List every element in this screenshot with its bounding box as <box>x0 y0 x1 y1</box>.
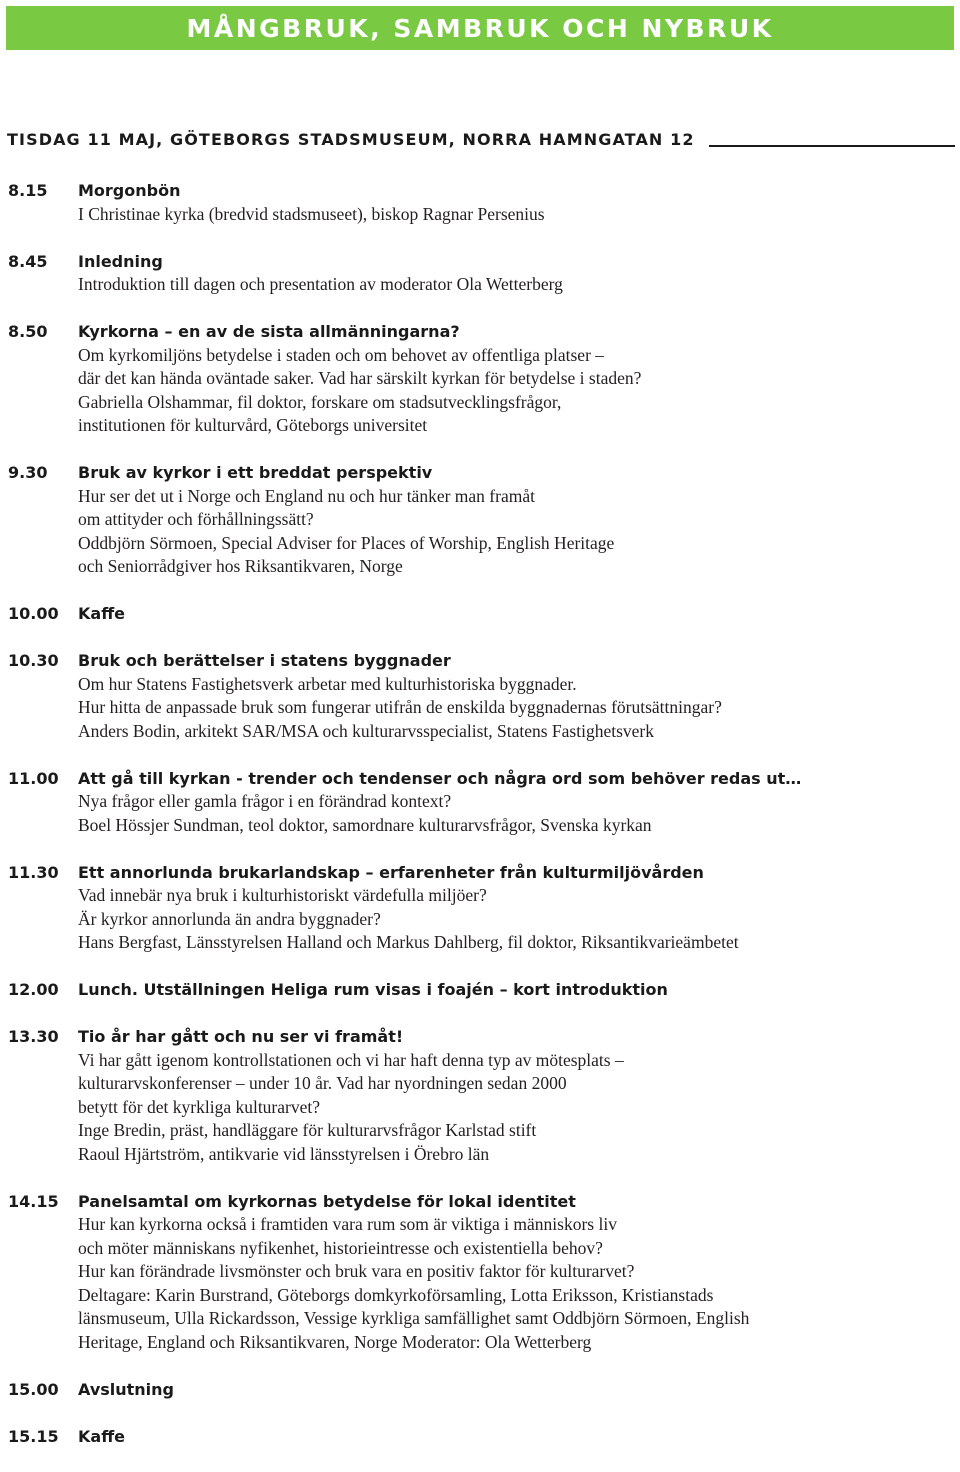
program-item-content <box>78 602 950 626</box>
program-item-time: 10.30 <box>8 651 59 670</box>
program-item-content <box>78 861 950 955</box>
date-venue-text: TISDAG 11 MAJ, GÖTEBORGS STADSMUSEUM, NORRA HAMNGATAN 12 <box>7 130 695 149</box>
program-item-line: I Christinae kyrka (bredvid stadsmuseet), biskop Ragnar Persenius <box>78 203 545 224</box>
program-item-content <box>78 461 950 579</box>
program-item-line: Boel Hössjer Sundman, teol doktor, samordnare kulturarvsfrågor, Svenska kyrkan <box>78 814 652 835</box>
program-item-line: om attityder och förhållningssätt? <box>78 509 314 529</box>
program-item-line: Hur hitta de anpassade bruk som fungerar utifrån de enskilda byggnadernas förutsättningar? <box>78 697 722 717</box>
program-item <box>0 179 960 226</box>
program-item-time: 15.15 <box>8 1426 59 1446</box>
program-item-line: Oddbjörn Sörmoen, Special Adviser for Places of Worship, English Heritage <box>78 532 615 553</box>
program-item <box>0 1190 960 1355</box>
program-item-time: 8.45 <box>8 251 48 271</box>
program-item-title: Inledning <box>78 251 163 271</box>
program-item-time: 11.30 <box>8 862 59 882</box>
program-list <box>0 179 960 1472</box>
program-item-line: där det kan hända oväntade saker. Vad har särskilt kyrkan för betydelse i staden? <box>78 368 642 388</box>
program-item-title: Bruk och berättelser i statens byggnader <box>78 651 451 670</box>
program-item-content <box>78 179 950 226</box>
program-item-line: Om kyrkomiljöns betydelse i staden och om behovet av offentliga platser – <box>78 344 605 365</box>
program-item-time: 14.15 <box>8 1191 59 1211</box>
program-item-line: Inge Bredin, präst, handläggare för kulturarvsfrågor Karlstad stift <box>78 1120 537 1140</box>
program-item-line: Vad innebär nya bruk i kulturhistoriskt värdefulla miljöer? <box>78 885 487 905</box>
program-item <box>0 250 960 297</box>
program-item-line: Anders Bodin, arkitekt SAR/MSA och kulturarvsspecialist, Statens Fastighetsverk <box>78 720 654 741</box>
program-item <box>0 649 960 743</box>
program-item-line: Nya frågor eller gamla frågor i en förändrad kontext? <box>78 791 452 811</box>
header-banner <box>6 6 954 50</box>
program-item-line: och Seniorrådgiver hos Riksantikvaren, Norge <box>78 556 403 576</box>
program-item-title: Ett annorlunda brukarlandskap – erfarenheter från kulturmiljövården <box>78 862 704 882</box>
program-item-line: Är kyrkor annorlunda än andra byggnader? <box>78 908 381 929</box>
program-item-line: Vi har gått igenom kontrollstationen och vi har haft denna typ av mötesplats – <box>78 1049 624 1070</box>
program-item-line: Heritage, England och Riksantikvaren, Norge Moderator: Ola Wetterberg <box>78 1331 592 1352</box>
program-item-line: Deltagare: Karin Burstrand, Göteborgs domkyrkoförsamling, Lotta Eriksson, Kristianstads <box>78 1284 714 1305</box>
program-item-title: Kaffe <box>78 1426 126 1446</box>
program-item-line: Gabriella Olshammar, fil doktor, forskare om stadsutvecklingsfrågor, <box>78 391 562 412</box>
program-item-title: Lunch. Utställningen Heliga rum visas i foajén – kort introduktion <box>78 980 668 999</box>
program-item <box>0 1025 960 1166</box>
program-item-time: 9.30 <box>8 463 48 482</box>
program-item <box>0 1425 960 1449</box>
program-item-title: Bruk av kyrkor i ett breddat perspektiv <box>78 463 433 482</box>
program-item-time: 12.00 <box>8 980 59 999</box>
program-item-time: 11.00 <box>8 768 59 788</box>
program-item-title: Att gå till kyrkan - trender och tendenser och några ord som behöver redas ut… <box>78 768 802 788</box>
program-item-content <box>78 1378 950 1402</box>
program-item-title: Avslutning <box>78 1379 175 1399</box>
program-item-line: Hans Bergfast, Länsstyrelsen Halland och Markus Dahlberg, fil doktor, Riksantikvarieämbetet <box>78 932 739 952</box>
program-item-content <box>78 978 950 1002</box>
program-item <box>0 602 960 626</box>
program-item-line: Hur ser det ut i Norge och England nu och hur tänker man framåt <box>78 485 535 506</box>
program-item-title: Morgonbön <box>78 181 181 200</box>
program-item <box>0 461 960 579</box>
program-item <box>0 1378 960 1402</box>
program-item-line: och möter människans nyfikenhet, historieintresse och existentiella behov? <box>78 1237 603 1258</box>
program-item <box>0 320 960 438</box>
program-item-line: institutionen för kulturvård, Göteborgs universitet <box>78 415 428 435</box>
program-item-line: Introduktion till dagen och presentation av moderator Ola Wetterberg <box>78 274 563 294</box>
program-item-content <box>78 649 950 743</box>
program-item-line: betytt för det kyrkliga kulturarvet? <box>78 1096 321 1117</box>
program-item-title: Tio år har gått och nu ser vi framåt! <box>78 1027 404 1046</box>
date-venue-line <box>7 126 955 154</box>
program-item-content <box>78 767 950 838</box>
program-item-line: Raoul Hjärtström, antikvarie vid länsstyrelsen i Örebro län <box>78 1143 490 1164</box>
program-item-title: Kaffe <box>78 604 126 623</box>
program-item-line: Hur kan förändrade livsmönster och bruk vara en positiv faktor för kulturarvet? <box>78 1261 635 1281</box>
date-rule-divider <box>709 145 955 147</box>
program-item-content <box>78 250 950 297</box>
program-item-title: Panelsamtal om kyrkornas betydelse för lokal identitet <box>78 1191 576 1211</box>
program-item-content <box>78 1425 950 1449</box>
program-item-time: 8.50 <box>8 322 48 341</box>
program-item-time: 13.30 <box>8 1027 59 1046</box>
program-item-line: kulturarvskonferenser – under 10 år. Vad har nyordningen sedan 2000 <box>78 1073 567 1093</box>
program-item-title: Kyrkorna – en av de sista allmänningarna? <box>78 322 460 341</box>
program-item <box>0 978 960 1002</box>
program-item <box>0 767 960 838</box>
program-item-line: Hur kan kyrkorna också i framtiden vara rum som är viktiga i människors liv <box>78 1214 617 1234</box>
program-item-line: Om hur Statens Fastighetsverk arbetar med kulturhistoriska byggnader. <box>78 673 577 694</box>
program-item-time: 10.00 <box>8 604 59 623</box>
program-item <box>0 861 960 955</box>
program-item-line: länsmuseum, Ulla Rickardsson, Vessige kyrkliga samfällighet samt Oddbjörn Sörmoen, English <box>78 1308 750 1328</box>
page-title: MÅNGBRUK, SAMBRUK OCH NYBRUK <box>186 13 774 43</box>
program-item-time: 8.15 <box>8 181 48 200</box>
program-item-content <box>78 320 950 438</box>
program-item-content <box>78 1025 950 1166</box>
program-item-content <box>78 1190 950 1355</box>
program-item-time: 15.00 <box>8 1379 59 1399</box>
